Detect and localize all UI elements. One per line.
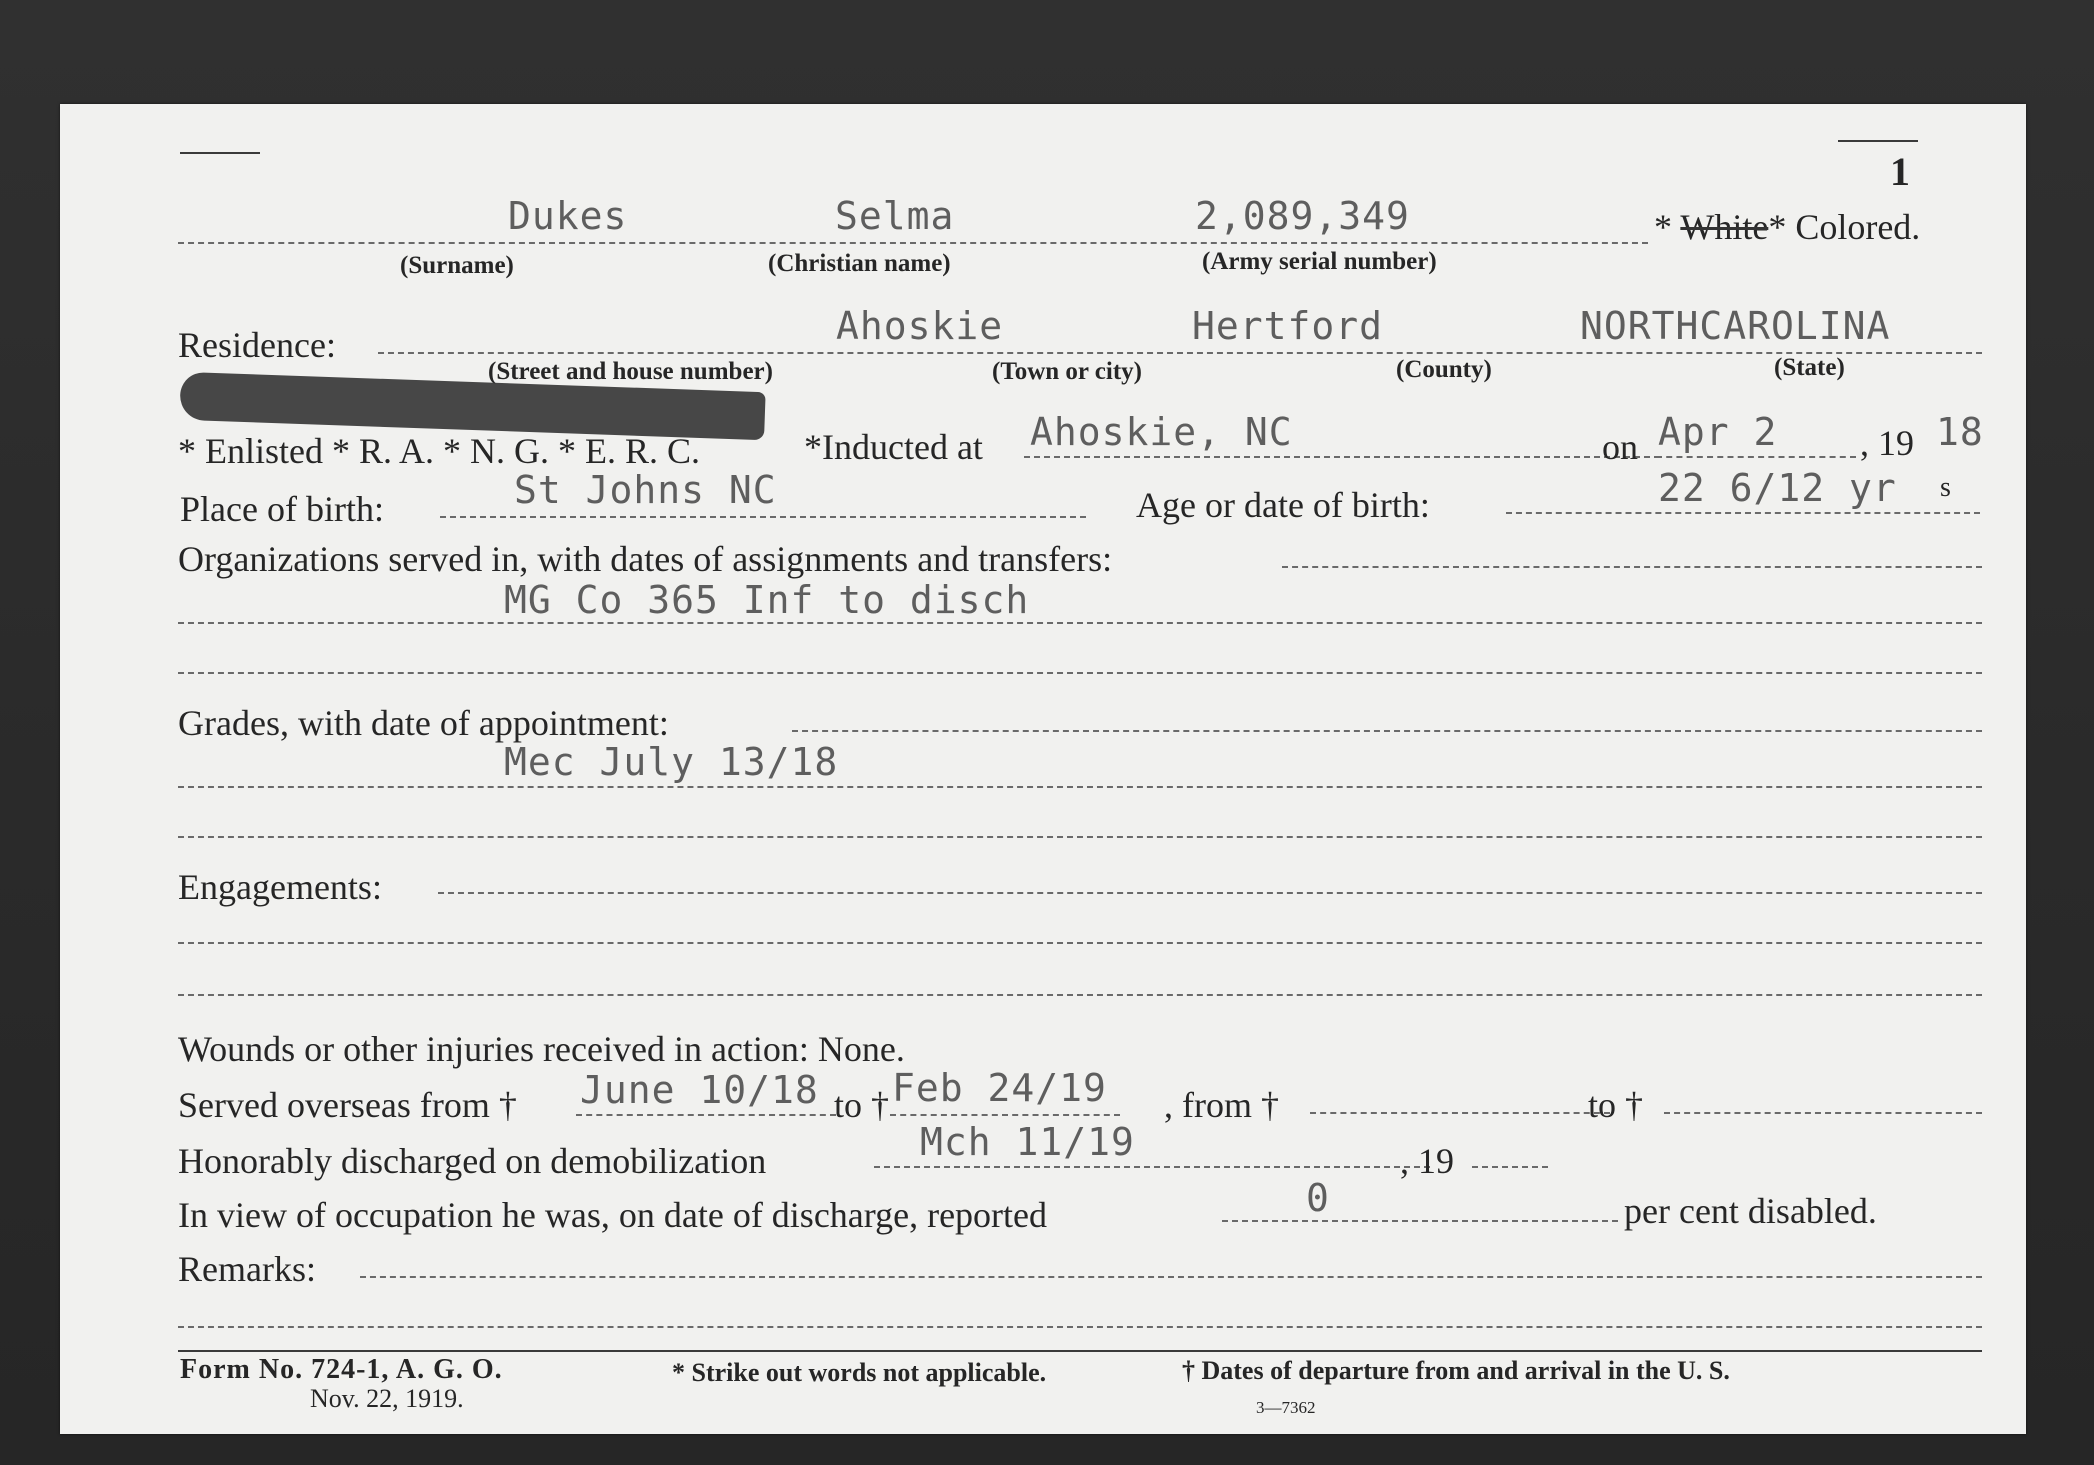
remarks-label: Remarks: [178, 1249, 316, 1289]
residence-line [378, 352, 1982, 354]
overseas-from2-line [1310, 1112, 1610, 1114]
age-value: 22 6/12 yr [1658, 466, 1897, 510]
enlistment-date-line [1656, 456, 1856, 458]
residence-state-value: NORTHCAROLINA [1580, 304, 1891, 348]
christian-name-caption: (Christian name) [768, 250, 951, 277]
engagements-line-1 [438, 892, 1982, 894]
grades-value: Mec July 13/18 [504, 740, 839, 784]
organizations-line-2 [178, 622, 1982, 624]
dagger-note: † Dates of departure from and arrival in the U. S. [1182, 1356, 1730, 1385]
engagements-line-3 [178, 994, 1982, 996]
organizations-line-3 [178, 672, 1982, 674]
grades-line-2 [178, 786, 1982, 788]
birthplace-line [440, 516, 1086, 518]
race-field [1654, 206, 1920, 248]
town-caption: (Town or city) [992, 358, 1142, 385]
race-white-struck: White [1680, 207, 1769, 247]
service-record-card [60, 104, 2026, 1434]
organizations-label: Organizations served in, with dates of assignments and transfers: [178, 539, 1113, 579]
card-number: 1 [1890, 149, 1910, 194]
discharge-label: Honorably discharged on demobilization [178, 1141, 767, 1181]
race-star: * [1768, 207, 1787, 247]
form-date: Nov. 22, 1919. [310, 1384, 464, 1413]
card-number-rule [1838, 140, 1918, 142]
overseas-to-line [890, 1114, 1120, 1116]
enlistment-date-value: Apr 2 [1658, 410, 1778, 454]
grades-line-1 [792, 730, 1982, 732]
footer-rule [178, 1350, 1982, 1352]
residence-county-value: Hertford [1192, 304, 1384, 348]
organizations-line-1 [1282, 566, 1982, 568]
disability-line [1222, 1220, 1618, 1222]
enlisted-label: * Enlisted * R. A. * N. G. * E. R. C. [178, 431, 701, 471]
year-prefix: , 19 [1860, 423, 1914, 463]
engagements-label: Engagements: [178, 867, 382, 907]
wounds-label: Wounds or other injuries received in action: None. [178, 1029, 905, 1069]
residence-label: Residence: [178, 325, 336, 365]
overseas-to2-label: to † [1588, 1085, 1644, 1125]
surname-value: Dukes [508, 194, 628, 238]
top-left-rule [180, 152, 260, 154]
birthplace-value: St Johns NC [514, 468, 777, 512]
overseas-from-line [576, 1114, 836, 1116]
race-colored: Colored. [1795, 207, 1921, 247]
residence-town-value: Ahoskie [836, 304, 1004, 348]
overseas-to-label: to † [834, 1085, 890, 1125]
inducted-line [1024, 456, 1660, 458]
overseas-label: Served overseas from † [178, 1085, 517, 1125]
inducted-label: *Inducted at [804, 427, 983, 467]
birthplace-label: Place of birth: [180, 489, 384, 529]
discharge-year-label: , 19 [1400, 1141, 1454, 1181]
serial-caption: (Army serial number) [1202, 248, 1437, 275]
organizations-value: MG Co 365 Inf to disch [504, 578, 1030, 622]
age-label: Age or date of birth: [1136, 485, 1430, 525]
discharge-line [874, 1166, 1430, 1168]
surname-caption: (Surname) [400, 252, 514, 279]
enlistment-year-value: 18 [1936, 410, 1984, 454]
overseas-from2-label: , from † [1164, 1085, 1279, 1125]
discharge-date-value: Mch 11/19 [920, 1120, 1135, 1164]
race-prefix-star: * [1654, 207, 1672, 247]
form-number: Form No. 724-1, A. G. O. [180, 1354, 503, 1385]
overseas-to-value: Feb 24/19 [892, 1066, 1107, 1110]
on-label: on [1602, 427, 1638, 467]
print-code: 3—7362 [1256, 1398, 1316, 1417]
christian-name-value: Selma [835, 194, 955, 238]
inducted-at-value: Ahoskie, NC [1030, 410, 1293, 454]
street-caption: (Street and house number) [488, 358, 773, 385]
overseas-from-value: June 10/18 [580, 1068, 819, 1112]
age-suffix: s [1940, 472, 1951, 503]
name-line [178, 242, 1648, 244]
grades-label: Grades, with date of appointment: [178, 703, 669, 743]
age-line [1506, 512, 1980, 514]
disability-suffix: per cent disabled. [1624, 1191, 1877, 1231]
disability-label: In view of occupation he was, on date of discharge, reported [178, 1195, 1048, 1235]
discharge-year-line [1472, 1166, 1548, 1168]
remarks-line-1 [360, 1276, 1982, 1278]
disability-value: 0 [1306, 1176, 1330, 1220]
serial-number-value: 2,089,349 [1195, 194, 1410, 238]
engagements-line-2 [178, 942, 1982, 944]
grades-line-3 [178, 836, 1982, 838]
overseas-to2-line [1664, 1112, 1982, 1114]
strike-note: * Strike out words not applicable. [672, 1358, 1047, 1387]
state-caption: (State) [1774, 354, 1845, 381]
county-caption: (County) [1396, 356, 1492, 383]
remarks-line-2 [178, 1326, 1982, 1328]
